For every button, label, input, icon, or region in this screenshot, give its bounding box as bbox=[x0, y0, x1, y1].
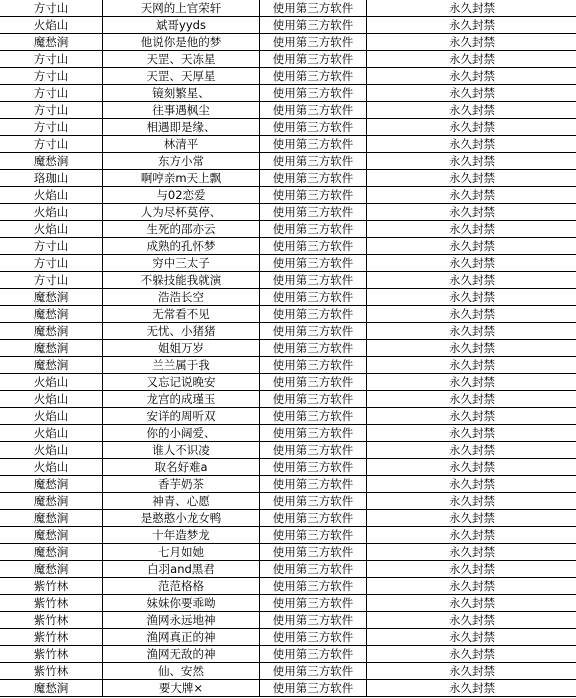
table-row bbox=[0, 646, 576, 663]
penalty-cell: 永久封禁 bbox=[367, 646, 576, 663]
server-cell: 火焰山 bbox=[0, 459, 103, 476]
player-name-cell: 穷中三太子 bbox=[103, 255, 260, 272]
server-cell: 魔愁涧 bbox=[0, 527, 103, 544]
player-name-cell: 东方小常 bbox=[103, 153, 260, 170]
table-row bbox=[0, 340, 576, 357]
reason-cell: 使用第三方软件 bbox=[260, 459, 367, 476]
player-name-cell: 取名好难a bbox=[103, 459, 260, 476]
player-name-cell: 兰兰属于我 bbox=[103, 357, 260, 374]
server-cell: 魔愁涧 bbox=[0, 493, 103, 510]
player-name-cell: 与02恋爱 bbox=[103, 187, 260, 204]
player-name-cell: 七月如她 bbox=[103, 544, 260, 561]
penalty-cell: 永久封禁 bbox=[367, 629, 576, 646]
penalty-cell: 永久封禁 bbox=[367, 663, 576, 680]
reason-cell: 使用第三方软件 bbox=[260, 544, 367, 561]
player-name-cell: 往事遇枫尘 bbox=[103, 102, 260, 119]
penalty-cell: 永久封禁 bbox=[367, 136, 576, 153]
table-row bbox=[0, 323, 576, 340]
penalty-cell: 永久封禁 bbox=[367, 561, 576, 578]
reason-cell: 使用第三方软件 bbox=[260, 221, 367, 238]
player-name-cell: 又忘记说晚安 bbox=[103, 374, 260, 391]
table-row bbox=[0, 289, 576, 306]
penalty-cell: 永久封禁 bbox=[367, 527, 576, 544]
table-row bbox=[0, 51, 576, 68]
server-cell: 方寸山 bbox=[0, 272, 103, 289]
server-cell: 紫竹林 bbox=[0, 612, 103, 629]
reason-cell: 使用第三方软件 bbox=[260, 425, 367, 442]
penalty-cell: 永久封禁 bbox=[367, 170, 576, 187]
reason-cell: 使用第三方软件 bbox=[260, 85, 367, 102]
penalty-cell: 永久封禁 bbox=[367, 493, 576, 510]
player-name-cell: 渔网永远地神 bbox=[103, 612, 260, 629]
penalty-cell: 永久封禁 bbox=[367, 153, 576, 170]
server-cell: 火焰山 bbox=[0, 391, 103, 408]
reason-cell: 使用第三方软件 bbox=[260, 136, 367, 153]
table-row bbox=[0, 425, 576, 442]
reason-cell: 使用第三方软件 bbox=[260, 204, 367, 221]
player-name-cell: 生死的邵亦云 bbox=[103, 221, 260, 238]
reason-cell: 使用第三方软件 bbox=[260, 391, 367, 408]
penalty-cell: 永久封禁 bbox=[367, 68, 576, 85]
penalty-cell: 永久封禁 bbox=[367, 85, 576, 102]
server-cell: 魔愁涧 bbox=[0, 340, 103, 357]
reason-cell: 使用第三方软件 bbox=[260, 0, 367, 17]
player-name-cell: 白羽and黑君 bbox=[103, 561, 260, 578]
table-row bbox=[0, 442, 576, 459]
player-name-cell: 是憨憨小龙女鸭 bbox=[103, 510, 260, 527]
penalty-cell: 永久封禁 bbox=[367, 459, 576, 476]
player-name-cell: 神青、心愿 bbox=[103, 493, 260, 510]
reason-cell: 使用第三方软件 bbox=[260, 323, 367, 340]
reason-cell: 使用第三方软件 bbox=[260, 374, 367, 391]
server-cell: 方寸山 bbox=[0, 136, 103, 153]
table-row bbox=[0, 408, 576, 425]
penalty-cell: 永久封禁 bbox=[367, 476, 576, 493]
penalty-cell: 永久封禁 bbox=[367, 374, 576, 391]
player-name-cell: 林清平 bbox=[103, 136, 260, 153]
reason-cell: 使用第三方软件 bbox=[260, 680, 367, 697]
table-row bbox=[0, 493, 576, 510]
server-cell: 火焰山 bbox=[0, 187, 103, 204]
table-row bbox=[0, 204, 576, 221]
player-name-cell: 天罡、天厚星 bbox=[103, 68, 260, 85]
player-name-cell: 十年造梦龙 bbox=[103, 527, 260, 544]
table-row bbox=[0, 102, 576, 119]
reason-cell: 使用第三方软件 bbox=[260, 51, 367, 68]
server-cell: 魔愁涧 bbox=[0, 510, 103, 527]
reason-cell: 使用第三方软件 bbox=[260, 629, 367, 646]
server-cell: 魔愁涧 bbox=[0, 153, 103, 170]
player-name-cell: 无忧、小猪猪 bbox=[103, 323, 260, 340]
reason-cell: 使用第三方软件 bbox=[260, 153, 367, 170]
server-cell: 紫竹林 bbox=[0, 578, 103, 595]
reason-cell: 使用第三方软件 bbox=[260, 119, 367, 136]
reason-cell: 使用第三方软件 bbox=[260, 34, 367, 51]
reason-cell: 使用第三方软件 bbox=[260, 306, 367, 323]
penalty-cell: 永久封禁 bbox=[367, 102, 576, 119]
penalty-cell: 永久封禁 bbox=[367, 595, 576, 612]
server-cell: 魔愁涧 bbox=[0, 289, 103, 306]
reason-cell: 使用第三方软件 bbox=[260, 170, 367, 187]
reason-cell: 使用第三方软件 bbox=[260, 527, 367, 544]
server-cell: 方寸山 bbox=[0, 51, 103, 68]
server-cell: 魔愁涧 bbox=[0, 357, 103, 374]
player-name-cell: 渔网真正的神 bbox=[103, 629, 260, 646]
server-cell: 魔愁涧 bbox=[0, 680, 103, 697]
penalty-cell: 永久封禁 bbox=[367, 340, 576, 357]
player-name-cell: 他说你是他的梦 bbox=[103, 34, 260, 51]
server-cell: 紫竹林 bbox=[0, 663, 103, 680]
reason-cell: 使用第三方软件 bbox=[260, 68, 367, 85]
server-cell: 方寸山 bbox=[0, 0, 103, 17]
table-row bbox=[0, 238, 576, 255]
penalty-cell: 永久封禁 bbox=[367, 612, 576, 629]
reason-cell: 使用第三方软件 bbox=[260, 272, 367, 289]
server-cell: 火焰山 bbox=[0, 408, 103, 425]
player-name-cell: 渔网无敌的神 bbox=[103, 646, 260, 663]
penalty-cell: 永久封禁 bbox=[367, 238, 576, 255]
server-cell: 魔愁涧 bbox=[0, 306, 103, 323]
table-row bbox=[0, 595, 576, 612]
table-row bbox=[0, 476, 576, 493]
reason-cell: 使用第三方软件 bbox=[260, 510, 367, 527]
reason-cell: 使用第三方软件 bbox=[260, 289, 367, 306]
table-row bbox=[0, 629, 576, 646]
player-name-cell: 相遇即是缘、 bbox=[103, 119, 260, 136]
player-name-cell: 你的小阔爱、 bbox=[103, 425, 260, 442]
penalty-cell: 永久封禁 bbox=[367, 425, 576, 442]
player-name-cell: 天网的上官荣轩 bbox=[103, 0, 260, 17]
reason-cell: 使用第三方软件 bbox=[260, 493, 367, 510]
reason-cell: 使用第三方软件 bbox=[260, 442, 367, 459]
reason-cell: 使用第三方软件 bbox=[260, 561, 367, 578]
table-row bbox=[0, 680, 576, 697]
player-name-cell: 龙宫的成瑾玉 bbox=[103, 391, 260, 408]
penalty-cell: 永久封禁 bbox=[367, 51, 576, 68]
player-name-cell: 浩浩长空 bbox=[103, 289, 260, 306]
penalty-cell: 永久封禁 bbox=[367, 119, 576, 136]
server-cell: 方寸山 bbox=[0, 68, 103, 85]
server-cell: 火焰山 bbox=[0, 442, 103, 459]
penalty-cell: 永久封禁 bbox=[367, 255, 576, 272]
player-name-cell: 妹妹你要乖呦 bbox=[103, 595, 260, 612]
table-row bbox=[0, 578, 576, 595]
table-row bbox=[0, 561, 576, 578]
server-cell: 方寸山 bbox=[0, 102, 103, 119]
penalty-cell: 永久封禁 bbox=[367, 289, 576, 306]
server-cell: 火焰山 bbox=[0, 17, 103, 34]
player-name-cell: 范范格格 bbox=[103, 578, 260, 595]
server-cell: 火焰山 bbox=[0, 204, 103, 221]
penalty-cell: 永久封禁 bbox=[367, 187, 576, 204]
player-name-cell: 姐姐万岁 bbox=[103, 340, 260, 357]
penalty-cell: 永久封禁 bbox=[367, 680, 576, 697]
server-cell: 火焰山 bbox=[0, 221, 103, 238]
server-cell: 方寸山 bbox=[0, 238, 103, 255]
server-cell: 火焰山 bbox=[0, 425, 103, 442]
server-cell: 方寸山 bbox=[0, 119, 103, 136]
reason-cell: 使用第三方软件 bbox=[260, 357, 367, 374]
player-name-cell: 谁人不识凌 bbox=[103, 442, 260, 459]
table-row bbox=[0, 136, 576, 153]
table-row bbox=[0, 306, 576, 323]
player-name-cell: 仙、安然 bbox=[103, 663, 260, 680]
penalty-cell: 永久封禁 bbox=[367, 17, 576, 34]
table-row bbox=[0, 663, 576, 680]
server-cell: 紫竹林 bbox=[0, 595, 103, 612]
table-row bbox=[0, 34, 576, 51]
player-name-cell: 不躲技能我就演 bbox=[103, 272, 260, 289]
server-cell: 魔愁涧 bbox=[0, 544, 103, 561]
server-cell: 魔愁涧 bbox=[0, 476, 103, 493]
player-name-cell: 人为尽杯莫停、 bbox=[103, 204, 260, 221]
table-row bbox=[0, 17, 576, 34]
server-cell: 魔愁涧 bbox=[0, 323, 103, 340]
penalty-cell: 永久封禁 bbox=[367, 272, 576, 289]
player-name-cell: 成熟的孔怀梦 bbox=[103, 238, 260, 255]
reason-cell: 使用第三方软件 bbox=[260, 578, 367, 595]
table-row bbox=[0, 510, 576, 527]
penalty-cell: 永久封禁 bbox=[367, 34, 576, 51]
reason-cell: 使用第三方软件 bbox=[260, 663, 367, 680]
reason-cell: 使用第三方软件 bbox=[260, 340, 367, 357]
player-name-cell: 要大牌× bbox=[103, 680, 260, 697]
table-row bbox=[0, 170, 576, 187]
server-cell: 魔愁涧 bbox=[0, 34, 103, 51]
server-cell: 紫竹林 bbox=[0, 629, 103, 646]
table-row bbox=[0, 0, 576, 17]
player-name-cell: 斌哥yyds bbox=[103, 17, 260, 34]
player-name-cell: 香芋奶茶 bbox=[103, 476, 260, 493]
player-name-cell: 啊哼亲m天上飘 bbox=[103, 170, 260, 187]
reason-cell: 使用第三方软件 bbox=[260, 255, 367, 272]
reason-cell: 使用第三方软件 bbox=[260, 17, 367, 34]
table-row bbox=[0, 85, 576, 102]
server-cell: 魔愁涧 bbox=[0, 561, 103, 578]
table-row bbox=[0, 255, 576, 272]
table-row bbox=[0, 272, 576, 289]
penalty-cell: 永久封禁 bbox=[367, 306, 576, 323]
reason-cell: 使用第三方软件 bbox=[260, 612, 367, 629]
reason-cell: 使用第三方软件 bbox=[260, 187, 367, 204]
reason-cell: 使用第三方软件 bbox=[260, 595, 367, 612]
server-cell: 火焰山 bbox=[0, 374, 103, 391]
penalty-cell: 永久封禁 bbox=[367, 391, 576, 408]
table-row bbox=[0, 357, 576, 374]
penalty-cell: 永久封禁 bbox=[367, 544, 576, 561]
reason-cell: 使用第三方软件 bbox=[260, 476, 367, 493]
player-name-cell: 无常看不见 bbox=[103, 306, 260, 323]
reason-cell: 使用第三方软件 bbox=[260, 238, 367, 255]
penalty-cell: 永久封禁 bbox=[367, 357, 576, 374]
penalty-cell: 永久封禁 bbox=[367, 221, 576, 238]
table-row bbox=[0, 153, 576, 170]
server-cell: 紫竹林 bbox=[0, 646, 103, 663]
table-row bbox=[0, 391, 576, 408]
table-row bbox=[0, 612, 576, 629]
server-cell: 珞珈山 bbox=[0, 170, 103, 187]
penalty-cell: 永久封禁 bbox=[367, 510, 576, 527]
reason-cell: 使用第三方软件 bbox=[260, 102, 367, 119]
penalty-cell: 永久封禁 bbox=[367, 578, 576, 595]
table-row bbox=[0, 544, 576, 561]
table-row bbox=[0, 187, 576, 204]
reason-cell: 使用第三方软件 bbox=[260, 646, 367, 663]
penalty-cell: 永久封禁 bbox=[367, 204, 576, 221]
penalty-cell: 永久封禁 bbox=[367, 408, 576, 425]
player-name-cell: 天罡、天冻星 bbox=[103, 51, 260, 68]
server-cell: 方寸山 bbox=[0, 85, 103, 102]
penalty-cell: 永久封禁 bbox=[367, 323, 576, 340]
table-row bbox=[0, 527, 576, 544]
table-row bbox=[0, 221, 576, 238]
player-name-cell: 镜刻繁星、 bbox=[103, 85, 260, 102]
reason-cell: 使用第三方软件 bbox=[260, 408, 367, 425]
penalty-cell: 永久封禁 bbox=[367, 0, 576, 17]
table-row bbox=[0, 119, 576, 136]
penalty-cell: 永久封禁 bbox=[367, 442, 576, 459]
table-row bbox=[0, 459, 576, 476]
server-cell: 方寸山 bbox=[0, 255, 103, 272]
player-name-cell: 安详的周听双 bbox=[103, 408, 260, 425]
table-row bbox=[0, 68, 576, 85]
table-row bbox=[0, 374, 576, 391]
